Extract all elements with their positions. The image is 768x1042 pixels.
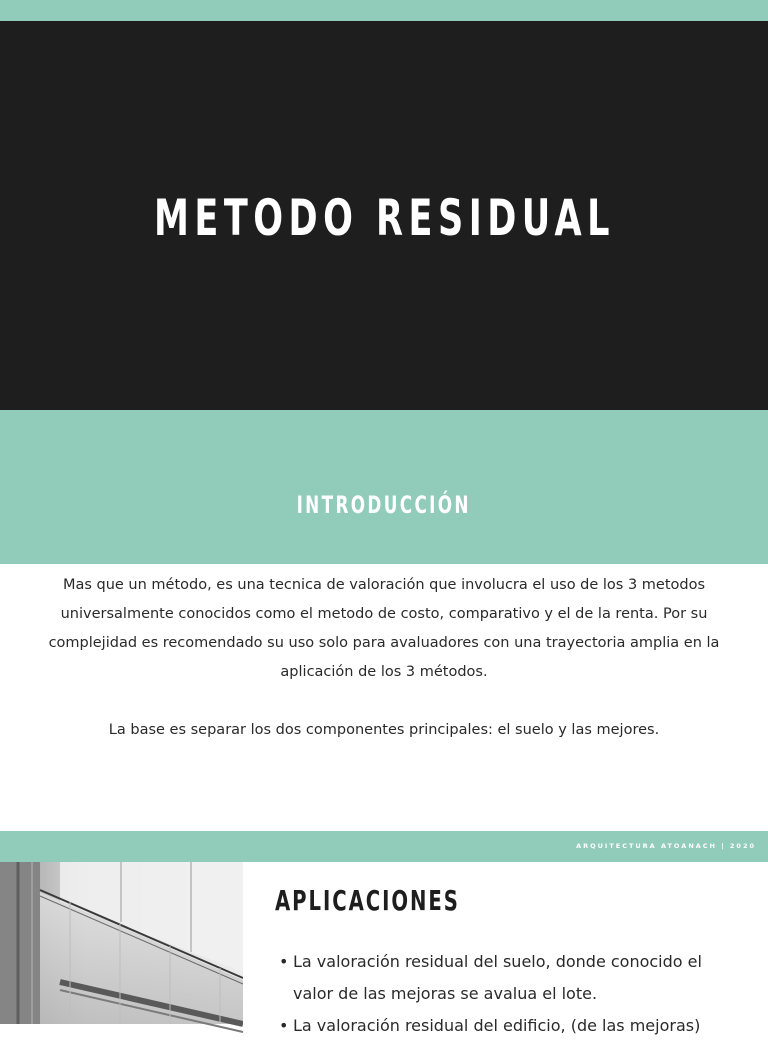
- intro-paragraph-2: La base es separar los dos componentes principales: el suelo y las mejores.: [108, 722, 660, 738]
- footer-band: [0, 831, 768, 862]
- applications-heading: APLICACIONES: [275, 884, 460, 917]
- staircase-photo-graphic: [0, 862, 243, 1024]
- intro-paragraph-1: Mas que un método, es una tecnica de valoración que involucra el uso de los 3 metodos universalmente conocidos como el metodo de costo, comparativo y el de la renta. Por su complejidad es recomendado su uso solo para avaluadores con una trayectoria amplia en la aplicación de los 3 métodos.: [48, 577, 720, 680]
- footer-credit: ARQUITECTURA ATOANACH | 2020: [576, 842, 756, 850]
- staircase-photo: [0, 862, 243, 1024]
- intro-band: [0, 410, 768, 564]
- intro-text-area: [0, 564, 768, 831]
- page-title: METODO RESIDUAL: [153, 188, 615, 247]
- intro-heading: INTRODUCCIÓN: [296, 491, 472, 519]
- top-accent-band: [0, 0, 768, 21]
- list-item: • La valoración residual del edificio, (de las mejoras): [279, 1010, 727, 1042]
- list-item: • La valoración residual del suelo, donde conocido el valor de las mejoras se avalua el lote.: [279, 946, 727, 1010]
- title-band: [0, 21, 768, 410]
- applications-section: [243, 862, 768, 1035]
- applications-list: [279, 946, 727, 1042]
